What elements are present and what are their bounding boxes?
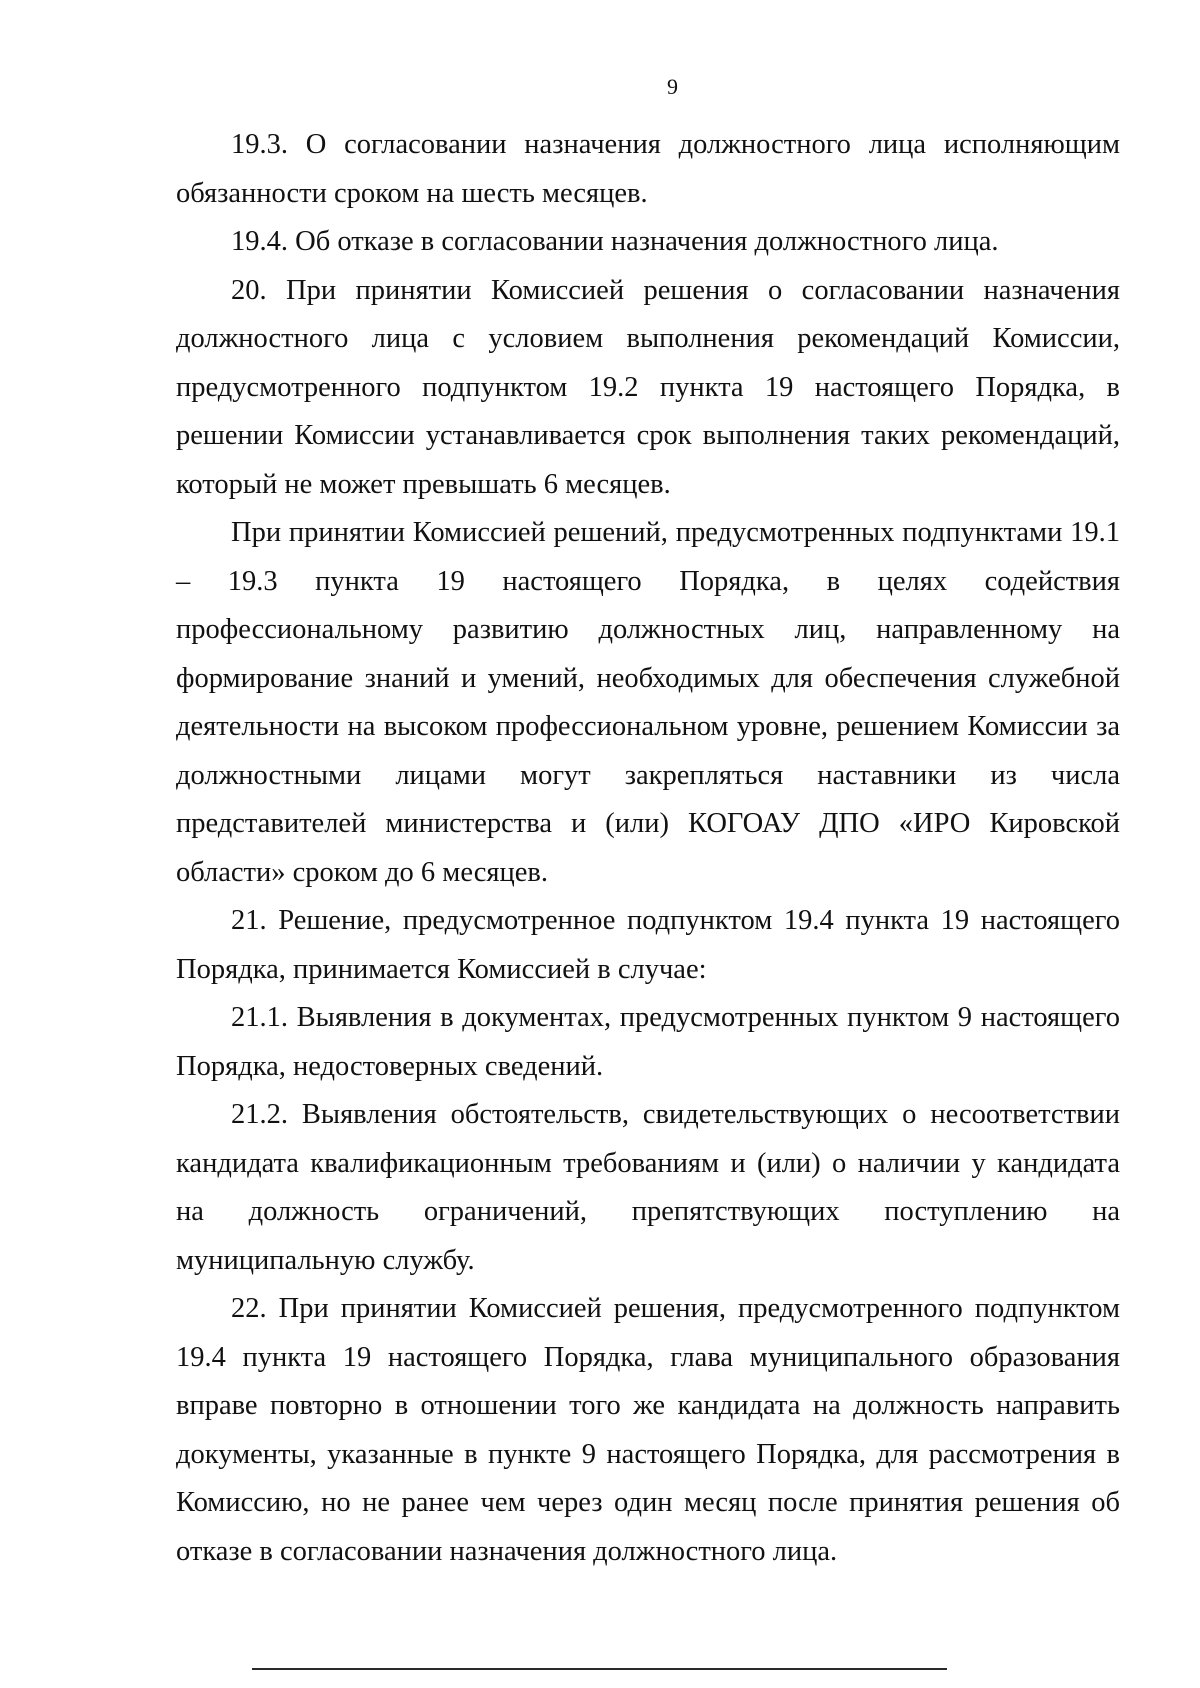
paragraph-21-1: 21.1. Выявления в документах, предусмотренных пунктом 9 настоящего Порядка, недостоверных сведений. (176, 1002, 1120, 1082)
page-number: 9 (667, 74, 678, 99)
paragraph-21: 21. Решение, предусмотренное подпунктом 19.4 пункта 19 настоящего Порядка, принимается Комиссией в случае: (176, 905, 1120, 985)
paragraph-22: 22. При принятии Комиссией решения, предусмотренного подпунктом 19.4 пункта 19 настоящего Порядка, глава муниципального образования вправе повторно в отношении того же кандидата на должность направить документы, указанные в пункте 9 настоящего Порядка, для рассмотрения в Комиссию, но не ранее чем через один месяц после принятия решения об отказе в согласовании назначения должностного лица. (176, 1293, 1120, 1567)
paragraph-19-4: 19.4. Об отказе в согласовании назначения должностного лица. (231, 226, 999, 257)
paragraph-mentors: При принятии Комиссией решений, предусмотренных подпунктами 19.1 – 19.3 пункта 19 настоящего Порядка, в целях содействия профессиональному развитию должностных лиц, направленному на формирование знаний и умений, необходимых для обеспечения служебной деятельности на высоком профессиональном уровне, решением Комиссии за должностными лицами могут закрепляться наставники из числа представителей министерства и (или) КОГОАУ ДПО «ИРО Кировской области» сроком до 6 месяцев. (176, 517, 1120, 888)
document-body (176, 121, 1120, 1576)
paragraph-21-2: 21.2. Выявления обстоятельств, свидетельствующих о несоответствии кандидата квалификационным требованиям и (или) о наличии у кандидата на должность ограничений, препятствующих поступлению на муниципальную службу. (176, 1099, 1120, 1276)
bottom-divider (252, 1668, 947, 1670)
paragraph-20: 20. При принятии Комиссией решения о согласовании назначения должностного лица с условием выполнения рекомендаций Комиссии, предусмотренного подпунктом 19.2 пункта 19 настоящего Порядка, в решении Комиссии устанавливается срок выполнения таких рекомендаций, который не может превышать 6 месяцев. (176, 274, 1120, 500)
paragraph-19-3: 19.3. О согласовании назначения должностного лица исполняющим обязанности сроком на шесть месяцев. (176, 129, 1120, 209)
